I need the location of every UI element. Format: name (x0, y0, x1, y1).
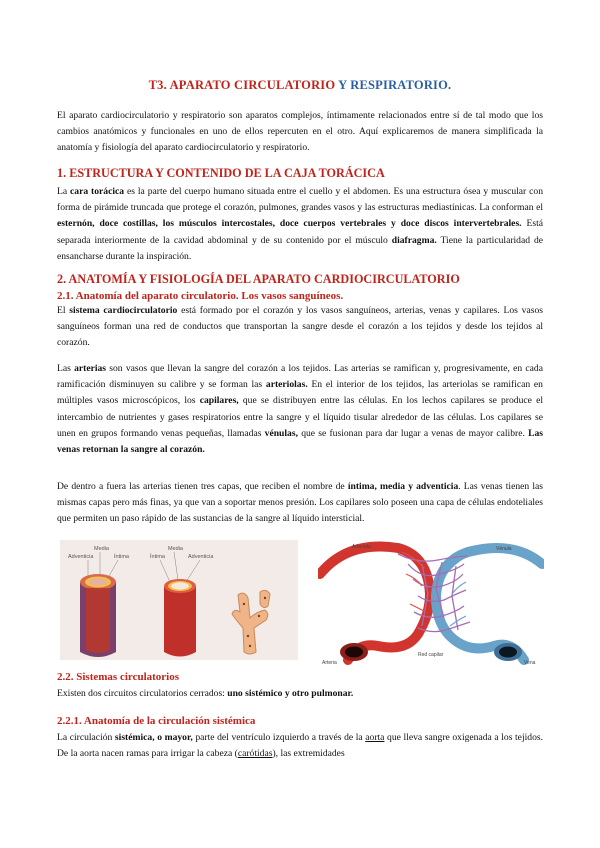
section22-paragraph: Existen dos circuitos circulatorios cerrados: uno sistémico y otro pulmonar. (57, 688, 354, 699)
vessel-layers-figure (60, 540, 298, 660)
section1-heading: 1. ESTRUCTURA Y CONTENIDO DE LA CAJA TORÁCICA (57, 166, 385, 180)
label-red-capilar: Red capilar (418, 652, 444, 658)
label-intima-1: Íntima (114, 554, 129, 560)
section21-heading: 2.1. Anatomía del aparato circulatorio. Los vasos sanguíneos. (57, 290, 344, 302)
label-arteriola: Arteriola (352, 544, 371, 550)
label-adventicia-2: Adventicia (188, 554, 214, 560)
section21-paragraph-3: De dentro a fuera las arterias tienen tres capas, que reciben el nombre de íntima, media y adventicia. Las venas tienen las mismas capas pero más finas, ya que van a soportar menos presión. Los capilares solo poseen una capa de células endoteliales que permiten un paso rápido de las sustancias de la sangre al líquido intersticial. (57, 481, 543, 525)
intro-paragraph: El aparato cardiocirculatorio y respiratorio son aparatos complejos, íntimamente relacionados entre sí de tal modo que los cambios anatómicos y funcionales en uno de ellos repercuten en el otro. Aquí explicaremos de manera simplificada la anatomía y fisiología del aparato cardiocirculatorio y respiratorio. (57, 110, 543, 154)
section21-paragraph-2: Las arterias son vasos que llevan la sangre del corazón a los tejidos. Las arterias se ramifican y, progresivamente, en cada ramificación disminuyen su calibre y se forman las arteriolas. En el interior de los tejidos, las arteriolas se ramifican en múltiples vasos microscópicos, los capilares, que se distribuyen entre las células. En los lechos capilares se produce el intercambio de nutrientes y gases respiratorios entre la sangre y el líquido tisular alrededor de las células. Los capilares se unen en grupos formando venas pequeñas, llamadas vénulas, que se fusionan para dar lugar a venas de mayor calibre. Las venas retornan la sangre al corazón. (57, 363, 543, 456)
section21-paragraph-1: El sistema cardiocirculatorio está formado por el corazón y los vasos sanguíneos, arterias, venas y capilares. Los vasos sanguíneos forman una red de conductos que transportan la sangre desde el corazón a los tejidos y desde los tejidos al corazón. (57, 305, 543, 349)
section22-heading: 2.2. Sistemas circulatorios (57, 671, 180, 683)
section221-paragraph: La circulación sistémica, o mayor, parte del ventrículo izquierdo a través de la aorta que lleva sangre oxigenada a los tejidos. De la aorta nacen ramas para irrigar la cabeza (carótidas), las extremidades (57, 732, 543, 760)
label-arteria: Arteria (322, 660, 337, 666)
label-intima-2: Íntima (150, 554, 165, 560)
section1-paragraph: La cara torácica es la parte del cuerpo humano situada entre el cuello y el abdomen. Es una estructura ósea y muscular con forma de pirámide truncada que protege el corazón, pulmones, grandes vasos y las estructuras mediastínicas. La conforman el esternón, doce costillas, los músculos intercostales, doce cuerpos vertebrales y doce discos intervertebrales. Está separada interiormente de la cavidad abdominal y de su contenido por el músculo diafragma. Tiene la particularidad de ensancharse durante la inspiración. (57, 186, 543, 262)
page-title: T3. APARATO CIRCULATORIO Y RESPIRATORIO. (148, 78, 452, 92)
label-vena: Vena (524, 660, 536, 666)
label-media-1: Media (94, 546, 109, 552)
capillary-network-figure (318, 534, 544, 666)
artery-illustration (80, 574, 116, 657)
vein-illustration (164, 579, 196, 657)
label-media-2: Media (168, 546, 183, 552)
section221-heading: 2.2.1. Anatomía de la circulación sistémica (57, 715, 256, 727)
label-adventicia-1: Adventicia (68, 554, 94, 560)
label-venula: Vénula (496, 546, 512, 552)
section2-heading: 2. ANATOMÍA Y FISIOLOGÍA DEL APARATO CARDIOCIRCULATORIO (57, 272, 460, 286)
